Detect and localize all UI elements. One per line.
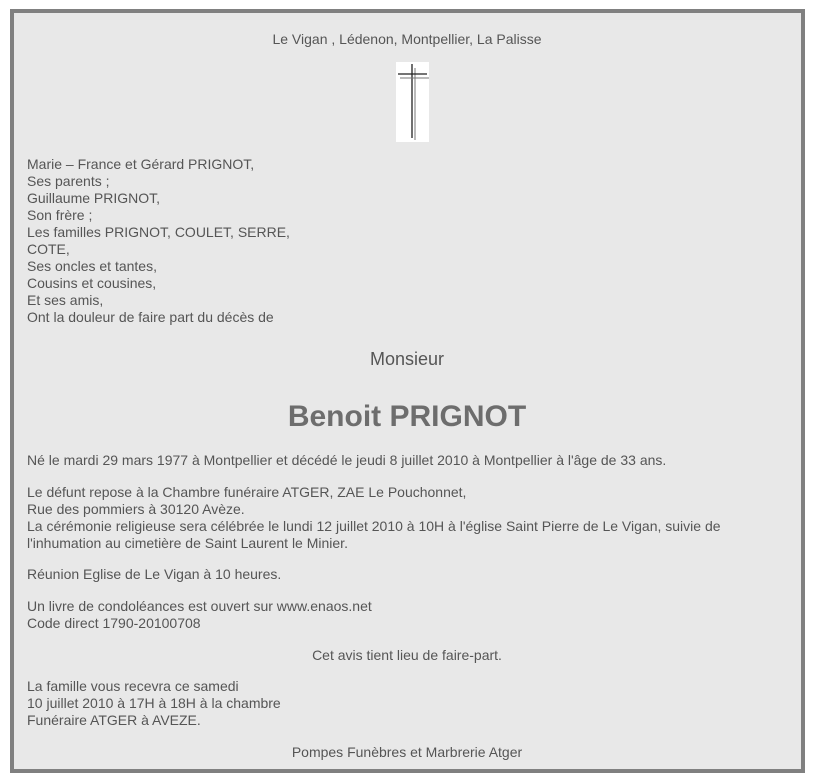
deceased-title: Monsieur bbox=[369, 349, 445, 369]
family-line: Marie – France et Gérard PRIGNOT, bbox=[27, 156, 255, 172]
deceased-name: Benoit PRIGNOT bbox=[287, 400, 527, 433]
reception-line: La famille vous recevra ce samedi bbox=[27, 678, 239, 694]
family-line: Guillaume PRIGNOT, bbox=[27, 190, 161, 206]
family-line: Ses oncles et tantes, bbox=[27, 258, 157, 274]
family-line: Et ses amis, bbox=[27, 292, 104, 308]
reunion-info: Réunion Eglise de Le Vigan à 10 heures. bbox=[27, 566, 282, 582]
funeral-detail-line: Rue des pommiers à 30120 Avèze. bbox=[27, 501, 245, 517]
condolences-info bbox=[27, 598, 787, 632]
reception-line: Funéraire ATGER à AVEZE. bbox=[27, 712, 201, 728]
family-line: Ses parents ; bbox=[27, 173, 110, 189]
funeral-detail-line: Le défunt repose à la Chambre funéraire ATGER, ZAE Le Pouchonnet, bbox=[27, 484, 467, 500]
places-header: Le Vigan , Lédenon, Montpellier, La Palisse bbox=[272, 31, 542, 47]
family-line: COTE, bbox=[27, 241, 70, 257]
condolences-line: Un livre de condoléances est ouvert sur www.enaos.net bbox=[27, 598, 372, 614]
condolences-line: Code direct 1790-20100708 bbox=[27, 615, 201, 631]
family-line: Son frère ; bbox=[27, 207, 93, 223]
funeral-home-footer: Pompes Funèbres et Marbrerie Atger bbox=[291, 744, 523, 760]
reception-line: 10 juillet 2010 à 17H à 18H à la chambre bbox=[27, 695, 281, 711]
family-line: Cousins et cousines, bbox=[27, 275, 157, 291]
funeral-detail-line: La cérémonie religieuse sera célébrée le lundi 12 juillet 2010 à 10H à l'église Saint Pierre de Le Vigan, suivie de l'inhumation au cimetière de Saint Laurent le Minier. bbox=[27, 518, 725, 551]
cross-icon bbox=[396, 62, 429, 142]
funeral-details bbox=[27, 484, 787, 552]
family-line: Les familles PRIGNOT, COULET, SERRE, bbox=[27, 224, 290, 240]
family-reception-info bbox=[27, 678, 787, 729]
avis-notice: Cet avis tient lieu de faire-part. bbox=[312, 647, 502, 663]
family-line: Ont la douleur de faire part du décès de bbox=[27, 309, 274, 325]
birth-death-info: Né le mardi 29 mars 1977 à Montpellier et décédé le jeudi 8 juillet 2010 à Montpellier à l'âge de 33 ans. bbox=[27, 452, 667, 468]
family-announcement bbox=[27, 156, 787, 326]
obituary-frame bbox=[10, 9, 805, 773]
